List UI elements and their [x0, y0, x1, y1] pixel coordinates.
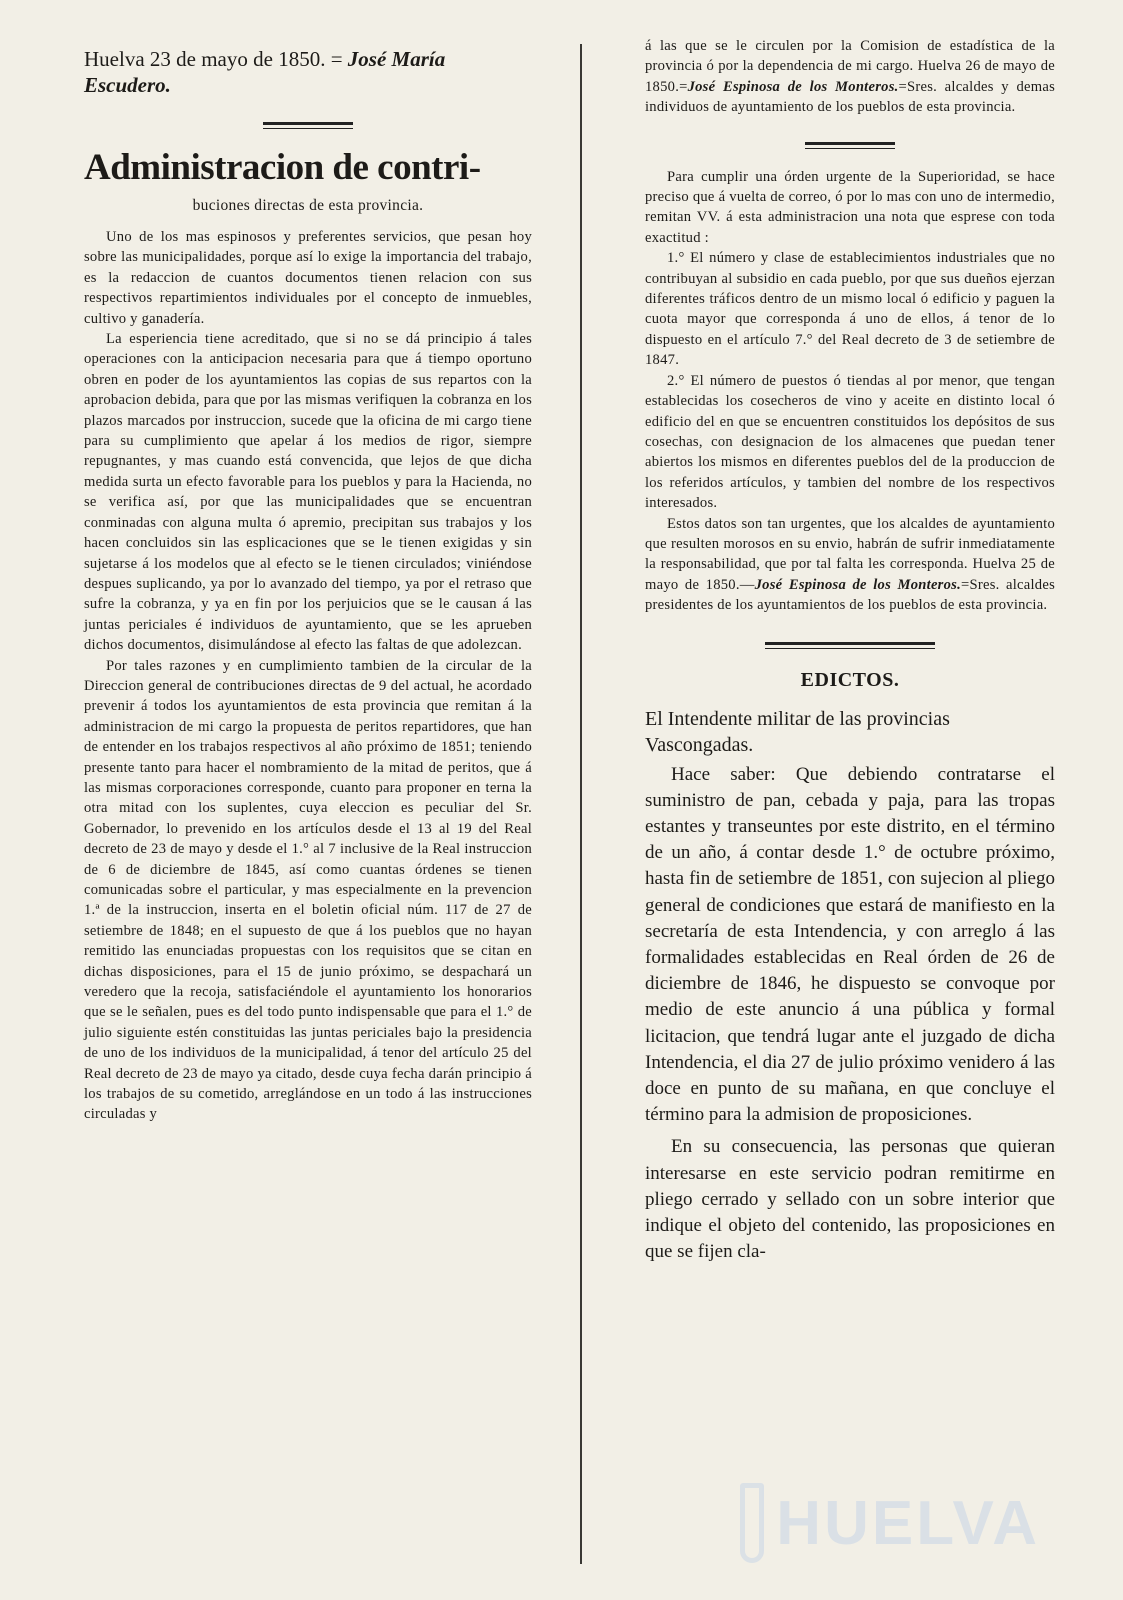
- closing-addressee: Sres. alcaldes presidentes de los ayuntamientos de los pueblos de esta provincia.: [645, 576, 1055, 614]
- edict-paragraph: Hace saber: Que debiendo contratarse el suministro de pan, cebada y paja, para las tropas estantes y transeuntes por este distrito, en el término de un año, á contar desde 1.° de octubre próximo, hasta fin de setiembre de 1851, con sujecion al pliego general de condiciones que estará de manifiesto en la secretaría de esta Intendencia, y con arreglo á las formalidades establecidas en Real órden de 26 de diciembre de 1846, he dispuesto se convoque por medio de este anuncio á una pública y formal licitacion, que tendrá lugar ante el juzgado de dicha Intendencia, el dia 27 de julio próximo venidero á las doce en punto de su mañana, en que concluye el término para la admision de proposiciones.: [645, 763, 1055, 1126]
- article-paragraph: Por tales razones y en cumplimiento tambien de la circular de la Direccion general de contribuciones directas de 9 del actual, he acordado prevenir á todos los ayuntamientos de esta provincia que remitan á la administracion de mi cargo la propuesta de peritos repartidores, que han de entender en los trabajos respectivos al año próximo de 1851; teniendo presente tanto para hacer el nombramiento de la mitad de peritos, que á las mismas corporaciones corresponde, cuanto para proponer en terna la otra mitad con los suplentes, cuya eleccion es peculiar del Sr. Gobernador, lo prevenido en los artículos desde el 13 al 19 del Real decreto de 23 de mayo y desde el 1.° al 7 inclusive de la Real instruccion de 6 de diciembre de 1845, así como cuantas órdenes se tienen comunicadas sobre el particular, y mas especialmente en la prevencion 1.ª de la instruccion, inserta en el boletin oficial núm. 117 de 27 de setiembre de 1848; en el supuesto de que á los pueblos que no hayan remitido las enunciadas propuestas con los requisitos que se citan en dichas disposiciones, para el 15 de junio próximo, se despachará un veredero que la recoja, satisfaciéndole el ayuntamiento los honorarios que se le señalen, pues es del todo punto indispensable que para el 1.° de julio siguiente estén constituidas las juntas periciales bajo la presidencia de uno de los individuos de la municipalidad, á tenor del artículo 25 del Real decreto de 23 de mayo ya citado, desde cuya fecha darán principio á los trabajos de su cometido, arreglándose en un todo á las instrucciones circuladas y: [84, 657, 532, 1123]
- right-column: [645, 36, 1055, 1271]
- top-addressee: Sres. alcaldes y demas individuos de ayuntamiento de los pueblos de esta provincia.: [645, 78, 1055, 116]
- signature-name: José María Escudero.: [84, 47, 446, 97]
- signature-line: Huelva 23 de mayo de 1850. = José María Escudero.: [84, 47, 446, 97]
- closing-signature: José Espinosa de los Monteros.: [754, 576, 961, 593]
- edict-paragraph: En su consecuencia, las personas que quieran interesarse en este servicio podran remitirme en pliego cerrado y sellado con un sobre interior que indique el objeto del contenido, las proposiciones en que se fijen cla-: [645, 1136, 1055, 1263]
- article-paragraph: La esperiencia tiene acreditado, que si no se dá principio á tales operaciones con la anticipacion necesaria para que á tiempo oportuno obren en poder de los ayuntamientos las copias de sus repartos con la aprobacion debida, para que por las mismas verifiquen la cobranza en los plazos marcados por instruccion, sucede que la oficina de mi cargo tiene para su cumplimiento que apelar á los medios de rigor, siempre repugnantes, y mas cuando está convencida, que lejos de que dicha medida surta un efecto favorable para los pueblos y para la Hacienda, no se verifica así, por que las municipalidades que se encuentran conminadas con alguna multa ó apremio, precipitan sus trabajos y los hacen concluidos sin las esplicaciones que se le tienen exigidas y sin sujetarse á los modelos que al efecto se le tienen circulados; viniéndose despues suplicando, ya por lo avanzado del tiempo, ya por el retraso que sufre la cobranza, y ya en fin por los perjuicios que se le causan á las juntas periciales é individuos de ayuntamiento, que se les aprueben dichos documentos, disimulándose al efecto las faltas de que adolezcan.: [84, 331, 532, 654]
- article-title: Administracion de contri-: [84, 147, 481, 188]
- separator-rule: [263, 122, 353, 129]
- continued-text: á las que se le circulen por la Comision de estadística de la provincia ó por la dependencia de mi cargo. Huelva 26 de mayo de 1850.=José Espinosa de los Monteros.=Sres. alcaldes y demas individuos de ayuntamiento de los pueblos de esta provincia.: [645, 38, 1055, 116]
- column-divider: [580, 44, 582, 1564]
- watermark-text: HUELVA: [776, 1488, 1040, 1558]
- signature-date: Huelva 23 de mayo de 1850.: [84, 47, 326, 71]
- shield-icon: [740, 1483, 764, 1563]
- separator-rule: [805, 142, 895, 149]
- article-paragraph: Uno de los mas espinosos y preferentes servicios, que pesan hoy sobre las municipalidades, porque así lo exige la importancia del trabajo, es la redaccion de cuantos documentos tienen relacion con sus respectivos repartimientos individuales por el concepto de inmuebles, cultivo y ganadería.: [84, 229, 532, 327]
- section-title: EDICTOS.: [800, 668, 900, 691]
- archive-watermark: [740, 1478, 1040, 1568]
- separator-rule: [765, 642, 935, 649]
- left-column: [84, 36, 532, 1125]
- top-signature: José Espinosa de los Monteros.: [687, 78, 899, 95]
- order-intro: Para cumplir una órden urgente de la Superioridad, se hace preciso que á vuelta de correo, ó por lo mas con uno de intermedio, remitan VV. á esta administracion una nota que esprese con toda exactitud :: [645, 168, 1055, 246]
- order-item-1: 1.° El número y clase de establecimientos industriales que no contribuyan al subsidio en cada pueblo, por que sus dueños ejerzan diferentes tráficos dentro de un mismo local ó edificio y paguen la cuota mayor que corresponda á uno de ellos, á tenor de lo dispuesto en el artículo 7.° del Real decreto de 3 de setiembre de 1847.: [645, 250, 1055, 369]
- order-item-2: 2.° El número de puestos ó tiendas al por menor, que tengan establecidas los cosecheros de vino y aceite en distinto local ó edificio del en que se encuentren constituidos los depósitos de sus cosechas, con designacion de los almacenes que puedan tener abiertos los mismos en diferentes pueblos del de la produccion de los referidos artículos, y tambien del nombre de los respectivos interesados.: [645, 372, 1055, 512]
- order-closing: Estos datos son tan urgentes, que los alcaldes de ayuntamiento que resulten morosos en su envio, habrán de sufrir inmediatamente la responsabilidad, que por tal falta les corresponda. Huelva 25 de mayo de 1850.—José Espinosa de los Monteros.=Sres. alcaldes presidentes de los ayuntamientos de los pueblos de esta provincia.: [645, 515, 1055, 614]
- edict-heading: El Intendente militar de las provincias Vascongadas.: [645, 707, 950, 756]
- article-subtitle: buciones directas de esta provincia.: [192, 197, 424, 214]
